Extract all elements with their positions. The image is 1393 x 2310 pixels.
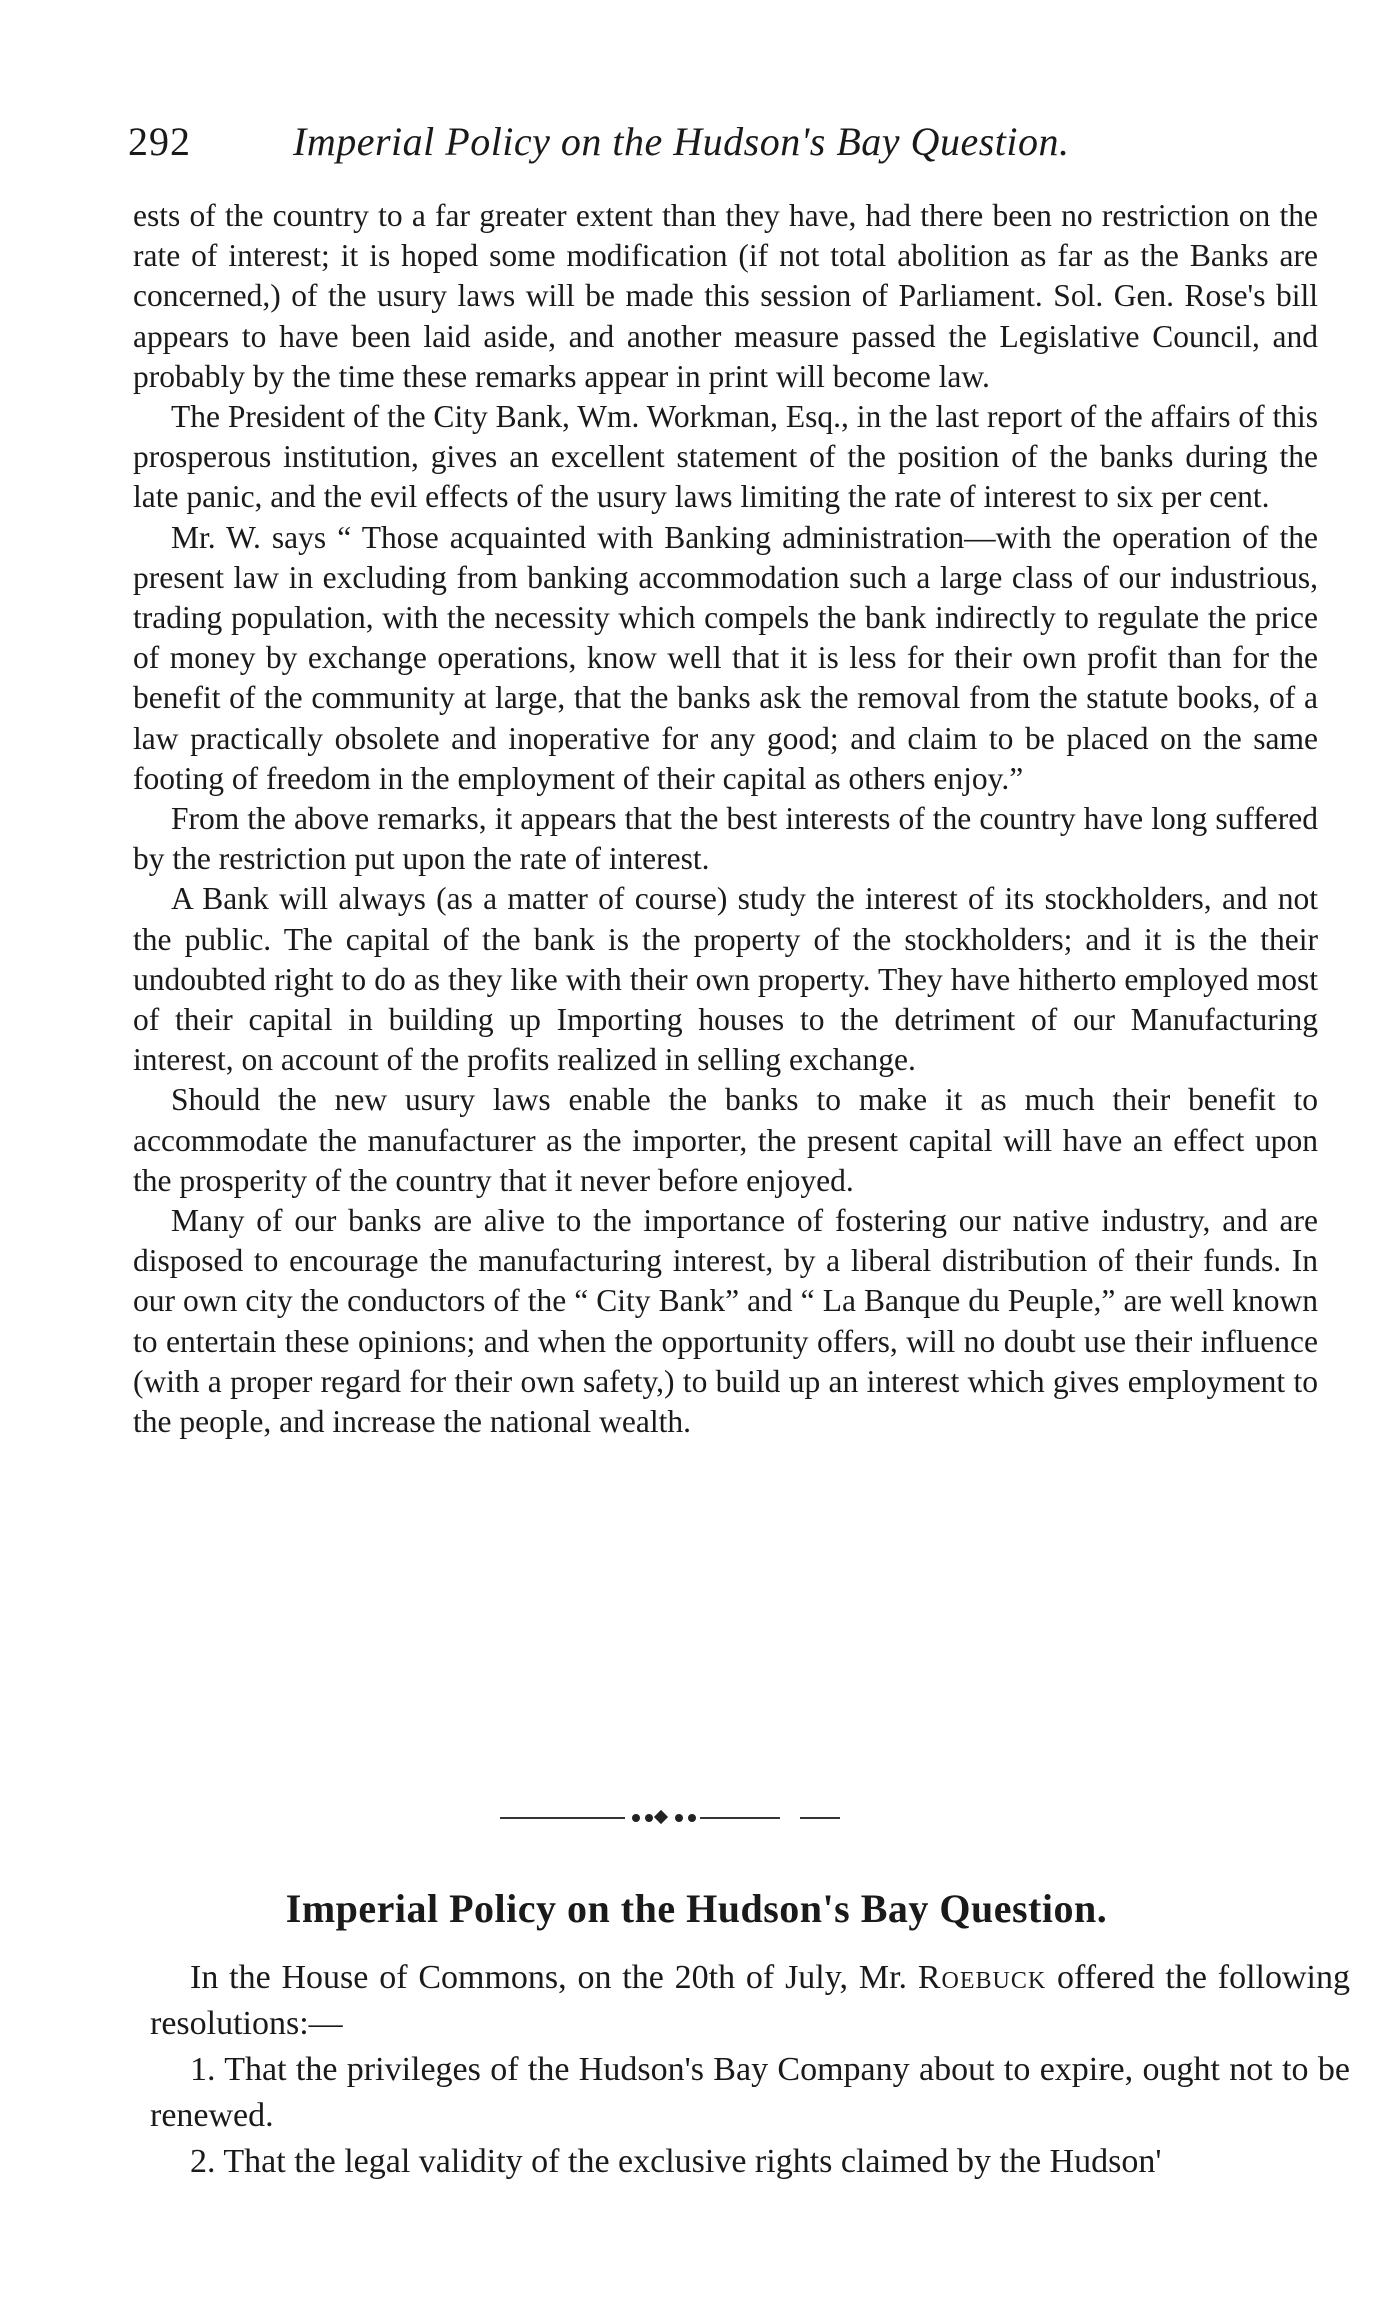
paragraph: Should the new usury laws enable the banks to make it as much their benefit to accommodate the manufacturer as the importer, the present capital will have an effect upon the prosperity of the country that it never before enjoyed. [133,1082,1318,1198]
resolution-item: 2. That the legal validity of the exclusive rights claimed by the Hudson' [190,2143,1162,2180]
section-intro [150,1955,1350,2047]
resolution-item: 1. That the privileges of the Hudson's Bay Company about to expire, ought not to be renewed. [150,2051,1350,2134]
intro-text-end: offered the following resolutions:— [150,1959,1350,2042]
running-title: Imperial Policy on the Hudson's Bay Question. [293,119,1070,164]
section-body [150,1955,1350,2185]
paragraph: A Bank will always (as a matter of course) study the interest of its stockholders, and not the public. The capital of the bank is the property of the stockholders; and it is the their undoubted right to do as they like with their own property. They have hitherto employed most of their capital in building up Importing houses to the detriment of our Manufacturing interest, on account of the profits realized in selling exchange. [133,881,1318,1078]
paragraph: From the above remarks, it appears that the best interests of the country have long suffered by the restriction put upon the rate of interest. [133,801,1318,877]
intro-text: In the House of Commons, on the 20th of July, Mr. [190,1959,918,1996]
member-name: Roebuck [917,1959,1047,1996]
section-title: Imperial Policy on the Hudson's Bay Question. [285,1886,1108,1931]
article-body [133,196,1318,1442]
page-number: 292 [128,119,191,164]
section-divider-ornament [500,1808,840,1828]
paragraph: ests of the country to a far greater extent than they have, had there been no restriction on the rate of interest; it is hoped some modification (if not total abolition as far as the Banks are concerned,) of the usury laws will be made this session of Parliament. Sol. Gen. Rose's bill appears to have been laid aside, and another measure passed the Legislative Council, and probably by the time these remarks appear in print will become law. [133,198,1318,394]
paragraph: The President of the City Bank, Wm. Workman, Esq., in the last report of the affairs of this prosperous institution, gives an excellent statement of the position of the banks during the late panic, and the evil effects of the usury laws limiting the rate of interest to six per cent. [133,399,1318,515]
paragraph: Mr. W. says “ Those acquainted with Banking administration—with the operation of the present law in excluding from banking accommodation such a large class of our industrious, trading population, with the necessity which compels the bank indirectly to regulate the price of money by exchange operations, know well that it is less for their own profit than for the benefit of the community at large, that the banks ask the removal from the statute books, of a law practically obsolete and inoperative for any good; and claim to be placed on the same footing of freedom in the employment of their capital as others enjoy.” [133,519,1318,796]
paragraph: Many of our banks are alive to the importance of fostering our native industry, and are disposed to encourage the manufacturing interest, by a liberal distribution of their funds. In our own city the conductors of the “ City Bank” and “ La Banque du Peuple,” are well known to entertain these opinions; and when the opportunity offers, will no doubt use their influence (with a proper regard for their own safety,) to build up an interest which gives employment to the people, and increase the national wealth. [133,1203,1318,1440]
running-head [128,118,1308,178]
